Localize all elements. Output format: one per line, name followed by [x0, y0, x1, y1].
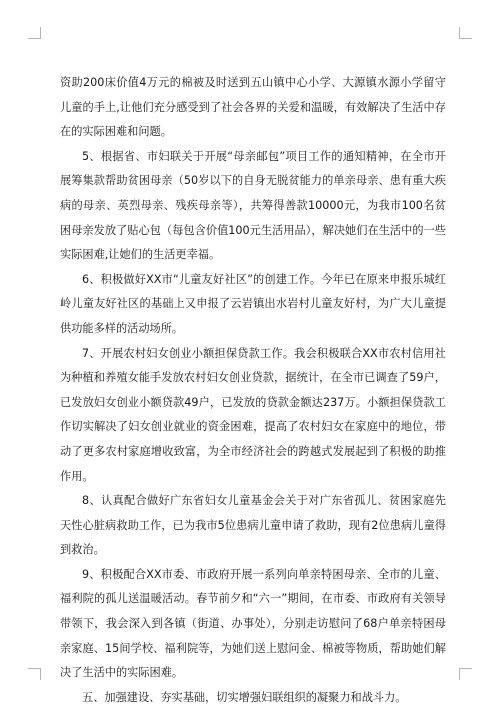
section-heading-5: 五、加强建设、夯实基础，切实增强妇联组织的凝聚力和战斗力。: [82, 690, 407, 704]
crop-mark-top-left-h: [28, 38, 40, 39]
crop-mark-top-left-v: [40, 27, 41, 39]
crop-mark-top-right-v: [459, 27, 460, 39]
crop-mark-bottom-left-h: [28, 668, 40, 669]
crop-mark-bottom-right-v: [459, 668, 460, 680]
document-body: [60, 71, 446, 710]
paragraph-item-7: 7、开展农村妇女创业小额担保贷款工作。我会积极联合XX市农村信用社为种植和养殖女能手发放农村妇女创业贷款，据统计，在全市已调查了59户，已发放妇女创业小额贷款49户，已发放的贷款金额达237万。小额担保贷款工作切实解决了妇女创业就业的资金困难，提高了农村妇女在家庭中的地位，带动了更多农村家庭增收致富，为全市经济社会的跨越式发展起到了积极的助推作用。: [60, 346, 446, 483]
paragraph-item-5: 5、根据省、市妇联关于开展“母亲邮包”项目工作的通知精神，在全市开展筹集款帮助贫困母亲（50岁以下的自身无脱贫能力的单亲母亲、患有重大疾病的母亲、英烈母亲、残疾母亲等），共筹得善款10000元，为我市100名贫困母亲发放了贴心包（每包含价值100元生活用品），解决她们在生活中的一些实际困难,让她们的生活更幸福。: [60, 149, 446, 262]
paragraph-item-6: 6、积极做好XX市“儿童友好社区”的创建工作。今年已在原来申报乐城红岭儿童友好社区的基础上又申报了云岩镇出水岩村儿童友好村，为广大儿童提供功能多样的活动场所。: [60, 272, 446, 335]
crop-mark-bottom-left-v: [40, 668, 41, 680]
paragraph-item-8: 8、认真配合做好广东省妇女儿童基金会关于对广东省孤儿、贫困家庭先天性心脏病救助工作，已为我市5位患病儿童申请了救助，现有2位患病儿童得到救治。: [60, 494, 446, 557]
paragraph-continued: 资助200床价值4万元的棉被及时送到五山镇中心小学、大源镇水源小学留守儿童的手上,让他们充分感受到了社会各界的关爱和温暖，有效解决了生活中存在的实际困难和问题。: [60, 76, 446, 139]
paragraph-item-9: 9、积极配合XX市委、市政府开展一系列向单亲特困母亲、全市的儿童、福利院的孤儿送温暖活动。春节前夕和“六一”期间，在市委、市政府有关领导带领下，我会深入到各镇（街道、办事处），分别走访慰问了68户单亲特困母亲家庭、15间学校、福利院等，为她们送上慰问金、棉被等物质，帮助她们解决了生活中的实际困难。: [60, 567, 446, 680]
crop-mark-top-right-h: [460, 38, 472, 39]
crop-mark-bottom-right-h: [460, 668, 472, 669]
